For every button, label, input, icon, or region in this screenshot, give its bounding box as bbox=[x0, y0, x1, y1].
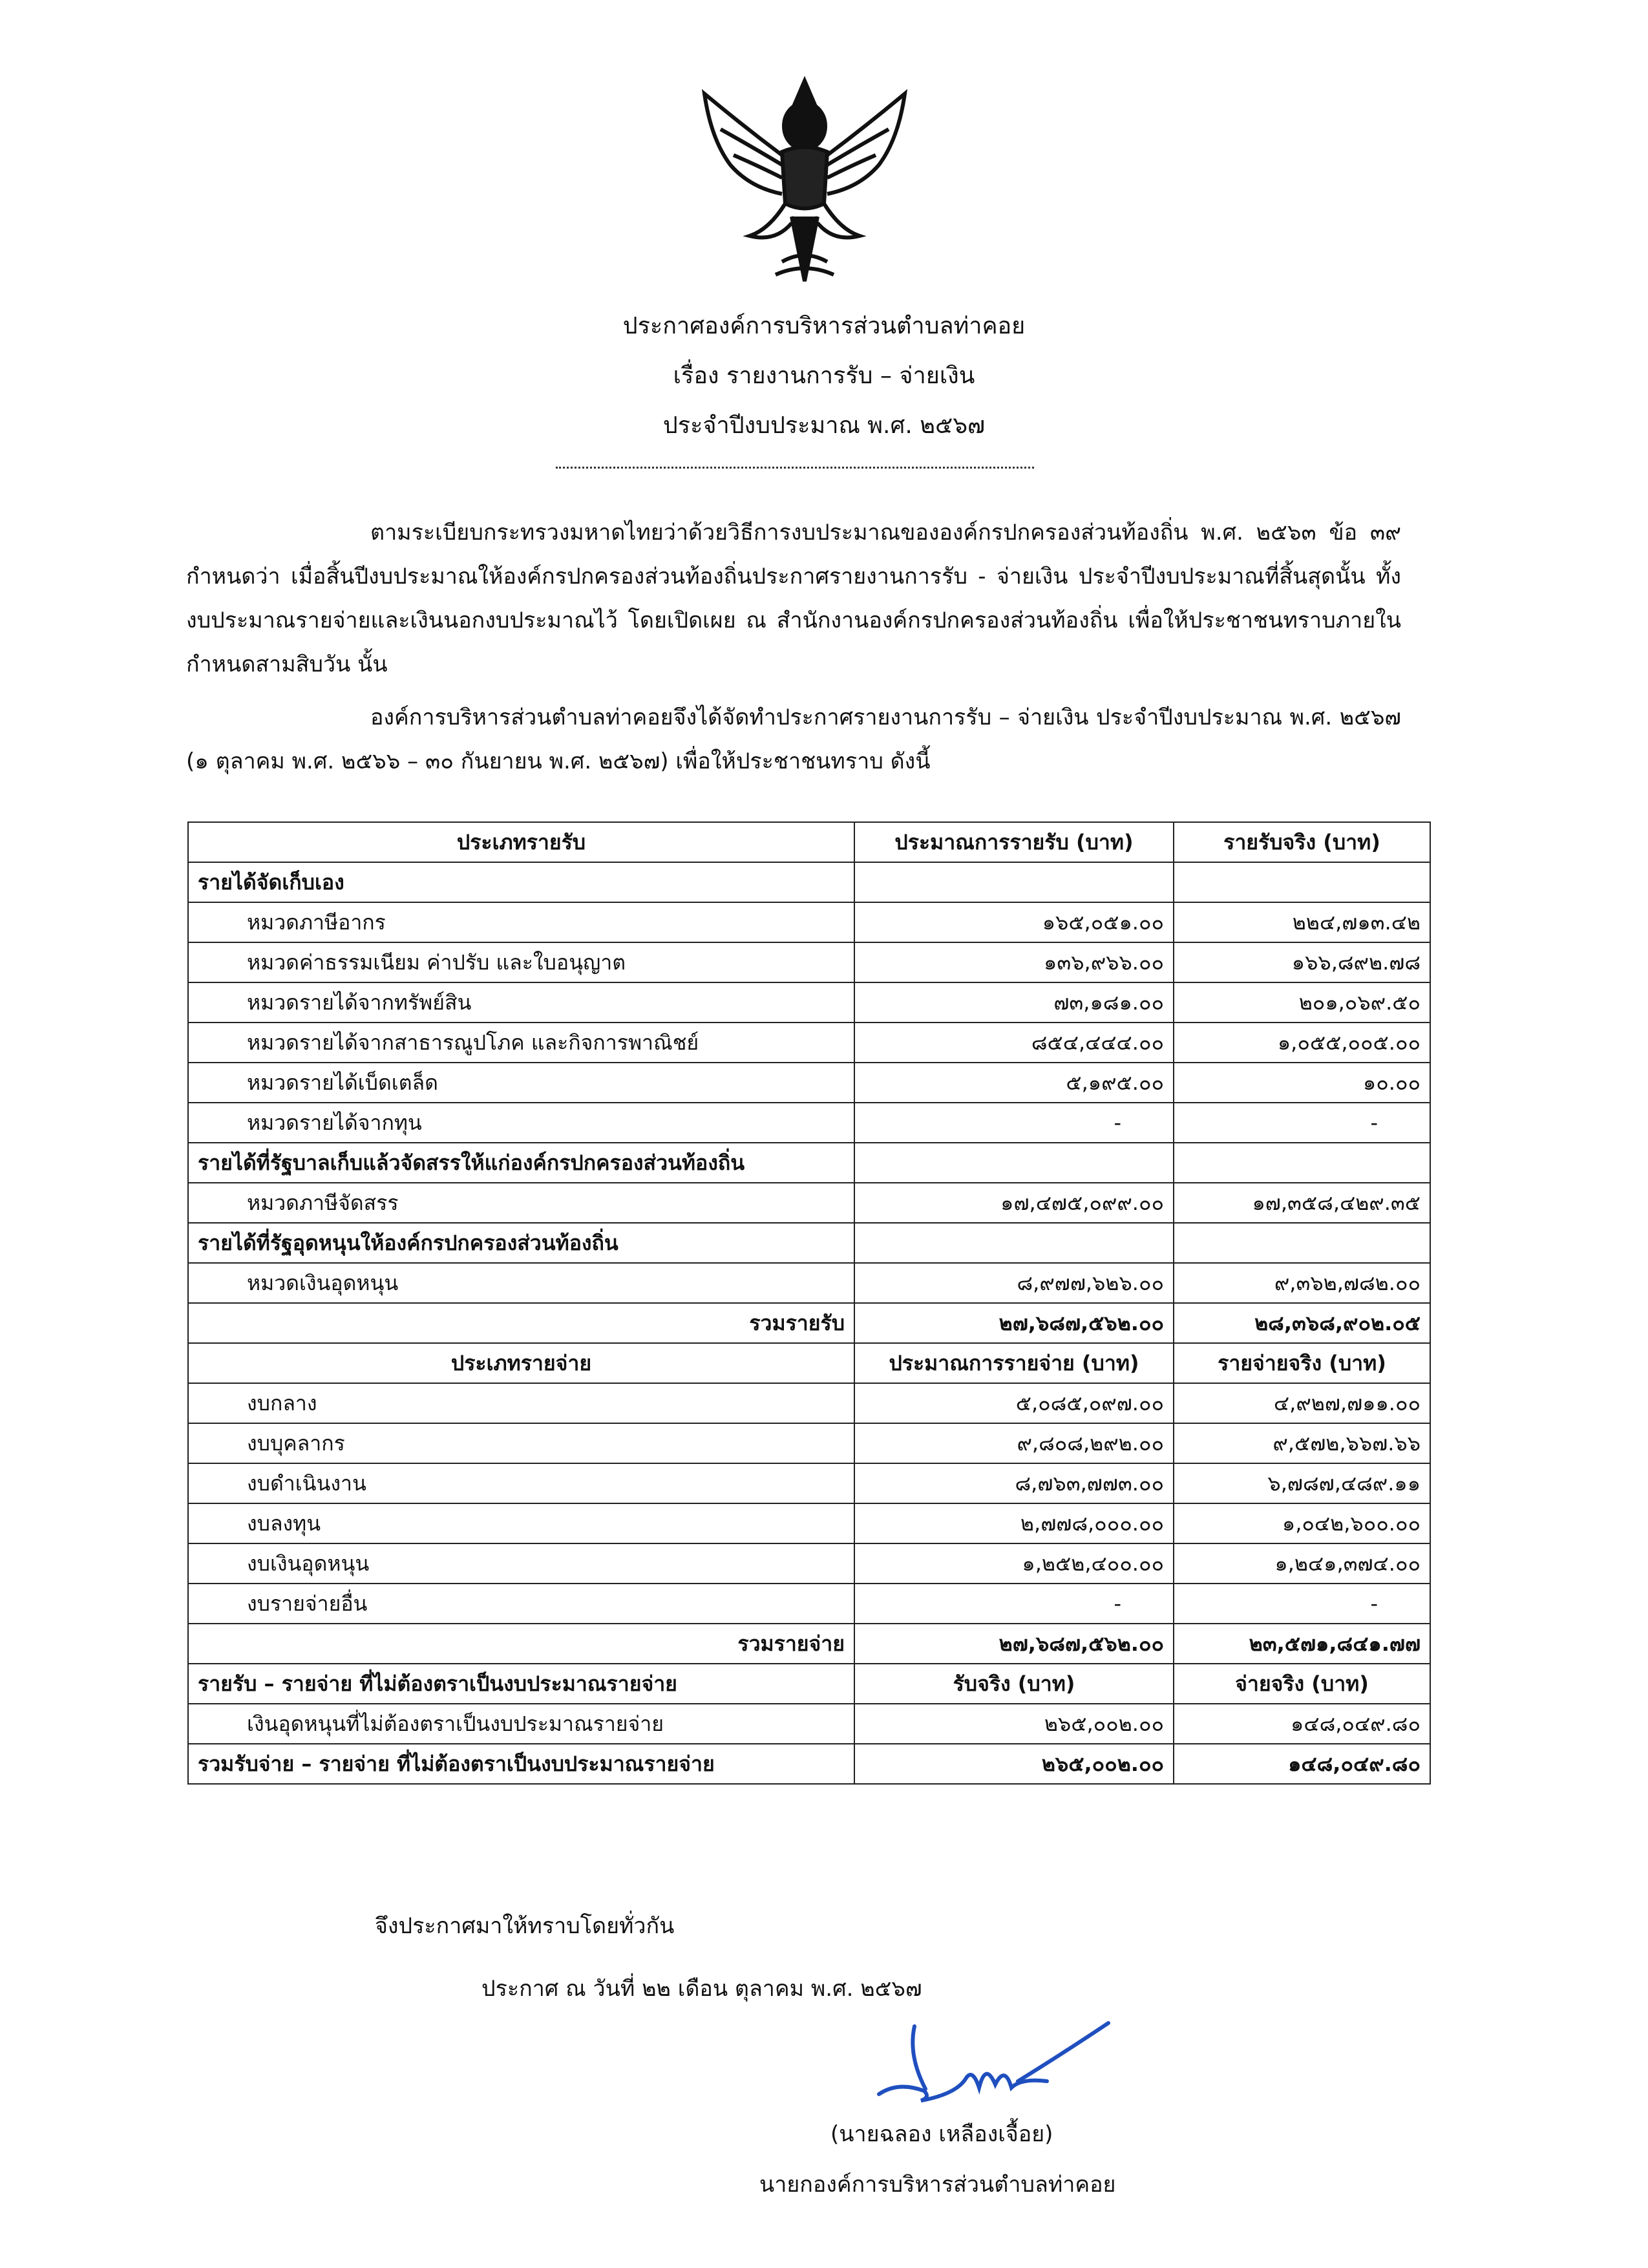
table-row bbox=[188, 1183, 1430, 1223]
signature-icon bbox=[853, 2017, 1125, 2114]
income-actual-header: รายรับจริง (บาท) bbox=[1174, 822, 1430, 862]
row-estimate: ๑๗,๔๗๕,๐๙๙.๐๐ bbox=[854, 1183, 1174, 1223]
income-expense-table bbox=[187, 821, 1431, 1785]
row-actual: ๒๒๔,๗๑๓.๔๒ bbox=[1174, 902, 1430, 942]
row-actual: ๒๐๑,๐๖๙.๕๐ bbox=[1174, 982, 1430, 1023]
income-header-row bbox=[188, 822, 1430, 862]
row-label: หมวดรายได้จากสาธารณูปโภค และกิจการพาณิชย์ bbox=[188, 1023, 854, 1063]
offbudget-total-row bbox=[188, 1744, 1430, 1784]
row-actual: ๙,๓๖๒,๗๘๒.๐๐ bbox=[1174, 1263, 1430, 1303]
expense-total-actual: ๒๓,๕๗๑,๘๔๑.๗๗ bbox=[1174, 1624, 1430, 1664]
paragraph-regulation: ตามระเบียบกระทรวงมหาดไทยว่าด้วยวิธีการงบประมาณขององค์กรปกครองส่วนท้องถิ่น พ.ศ. ๒๕๖๓ ข้อ ๓๙ กำหนดว่า เมื่อสิ้นปีงบประมาณให้องค์กรปกครองส่วนท้องถิ่นประกาศรายงานการรับ - จ่ายเงิน ประจำปีงบประมาณที่สิ้นสุดนั้น ทั้งงบประมาณรายจ่ายและเงินนอกงบประมาณไว้ โดยเปิดเผย ณ สำนักงานองค์กรปกครองส่วนท้องถิ่น เพื่อให้ประชาชนทราบภายในกำหนดสามสิบวัน นั้น bbox=[186, 520, 1401, 677]
table-row bbox=[188, 1543, 1430, 1584]
row-actual: - bbox=[1174, 1584, 1430, 1624]
row-label: หมวดภาษีจัดสรร bbox=[188, 1183, 854, 1223]
table-row bbox=[188, 1463, 1430, 1503]
dotted-separator bbox=[556, 467, 1034, 469]
table-row bbox=[188, 1263, 1430, 1303]
offbudget-total-paid: ๑๔๘,๐๔๙.๘๐ bbox=[1174, 1744, 1430, 1784]
row-label: งบเงินอุดหนุน bbox=[188, 1543, 854, 1584]
offbudget-header-label: รายรับ – รายจ่าย ที่ไม่ต้องตราเป็นงบประมาณรายจ่าย bbox=[188, 1664, 854, 1704]
row-label: หมวดเงินอุดหนุน bbox=[188, 1263, 854, 1303]
row-estimate: ๕,๑๙๕.๐๐ bbox=[854, 1063, 1174, 1103]
row-estimate: ๘๕๔,๔๔๔.๐๐ bbox=[854, 1023, 1174, 1063]
row-actual: - bbox=[1174, 1103, 1430, 1143]
table-row bbox=[188, 1503, 1430, 1543]
table-row bbox=[188, 1023, 1430, 1063]
income-total-row bbox=[188, 1303, 1430, 1343]
row-actual: ๔,๙๒๗,๗๑๑.๐๐ bbox=[1174, 1383, 1430, 1423]
expense-total-estimate: ๒๗,๖๘๗,๕๖๒.๐๐ bbox=[854, 1624, 1174, 1664]
row-label: งบดำเนินงาน bbox=[188, 1463, 854, 1503]
table-row bbox=[188, 902, 1430, 942]
row-actual: ๑,๐๔๒,๖๐๐.๐๐ bbox=[1174, 1503, 1430, 1543]
table-row bbox=[188, 1704, 1430, 1744]
row-actual: ๑,๒๔๑,๓๗๔.๐๐ bbox=[1174, 1543, 1430, 1584]
row-estimate: - bbox=[854, 1103, 1174, 1143]
row-label: งบลงทุน bbox=[188, 1503, 854, 1543]
announcement-date: ประกาศ ณ วันที่ ๒๒ เดือน ตุลาคม พ.ศ. ๒๕๖๗ bbox=[481, 1976, 922, 2002]
expense-total-label: รวมรายจ่าย bbox=[188, 1624, 854, 1664]
table-row bbox=[188, 942, 1430, 982]
row-estimate: ๗๓,๑๘๑.๐๐ bbox=[854, 982, 1174, 1023]
announcement-title: ประกาศองค์การบริหารส่วนตำบลท่าคอย bbox=[622, 313, 1026, 339]
row-label: หมวดภาษีอากร bbox=[188, 902, 854, 942]
table-row bbox=[188, 1063, 1430, 1103]
income-section-row bbox=[188, 1143, 1430, 1183]
row-label: เงินอุดหนุนที่ไม่ต้องตราเป็นงบประมาณรายจ่าย bbox=[188, 1704, 854, 1744]
table-row bbox=[188, 1423, 1430, 1463]
paragraph-report-intro: องค์การบริหารส่วนตำบลท่าคอยจึงได้จัดทำประกาศรายงานการรับ – จ่ายเงิน ประจำปีงบประมาณ พ.ศ. ๒๕๖๗ (๑ ตุลาคม พ.ศ. ๒๕๖๖ – ๓๐ กันยายน พ.ศ. ๒๕๖๗) เพื่อให้ประชาชนทราบ ดังนี้ bbox=[186, 705, 1401, 774]
income-section-title: รายได้ที่รัฐอุดหนุนให้องค์กรปกครองส่วนท้องถิ่น bbox=[188, 1223, 854, 1263]
fiscal-year-line: ประจำปีงบประมาณ พ.ศ. ๒๕๖๗ bbox=[662, 412, 986, 439]
table-row bbox=[188, 982, 1430, 1023]
table-row bbox=[188, 1584, 1430, 1624]
income-section-row bbox=[188, 1223, 1430, 1263]
row-actual: ๖,๗๘๗,๔๘๙.๑๑ bbox=[1174, 1463, 1430, 1503]
row-estimate: ๑๖๕,๐๕๑.๐๐ bbox=[854, 902, 1174, 942]
expense-header-row bbox=[188, 1343, 1430, 1383]
row-actual: ๑๗,๓๕๘,๔๒๙.๓๕ bbox=[1174, 1183, 1430, 1223]
offbudget-paid-header: จ่ายจริง (บาท) bbox=[1174, 1664, 1430, 1704]
income-section-title: รายได้จัดเก็บเอง bbox=[188, 862, 854, 902]
row-paid: ๑๔๘,๐๔๙.๘๐ bbox=[1174, 1704, 1430, 1744]
row-estimate: ๑,๒๕๒,๔๐๐.๐๐ bbox=[854, 1543, 1174, 1584]
row-estimate: ๘,๙๗๗,๖๒๖.๐๐ bbox=[854, 1263, 1174, 1303]
table-row bbox=[188, 1383, 1430, 1423]
table-row bbox=[188, 1103, 1430, 1143]
row-label: หมวดรายได้เบ็ดเตล็ด bbox=[188, 1063, 854, 1103]
offbudget-total-label: รวมรับจ่าย – รายจ่าย ที่ไม่ต้องตราเป็นงบประมาณรายจ่าย bbox=[188, 1744, 854, 1784]
row-label: งบบุคลากร bbox=[188, 1423, 854, 1463]
row-actual: ๙,๕๗๒,๖๖๗.๖๖ bbox=[1174, 1423, 1430, 1463]
expense-estimate-header: ประมาณการรายจ่าย (บาท) bbox=[854, 1343, 1174, 1383]
row-label: หมวดรายได้จากทรัพย์สิน bbox=[188, 982, 854, 1023]
row-actual: ๑๖๖,๘๙๒.๗๘ bbox=[1174, 942, 1430, 982]
expense-type-header: ประเภทรายจ่าย bbox=[188, 1343, 854, 1383]
row-actual: ๑๐.๐๐ bbox=[1174, 1063, 1430, 1103]
row-estimate: ๒,๗๗๘,๐๐๐.๐๐ bbox=[854, 1503, 1174, 1543]
closing-announcement: จึงประกาศมาให้ทราบโดยทั่วกัน bbox=[375, 1913, 675, 1939]
row-label: หมวดค่าธรรมเนียม ค่าปรับ และใบอนุญาต bbox=[188, 942, 854, 982]
income-total-actual: ๒๘,๓๖๘,๙๐๒.๐๕ bbox=[1174, 1303, 1430, 1343]
income-section-row bbox=[188, 862, 1430, 902]
row-estimate: ๕,๐๘๕,๐๙๗.๐๐ bbox=[854, 1383, 1174, 1423]
offbudget-total-received: ๒๖๕,๐๐๒.๐๐ bbox=[854, 1744, 1174, 1784]
signatory-name: (นายฉลอง เหลืองเจื้อย) bbox=[830, 2121, 1053, 2147]
income-section-title: รายได้ที่รัฐบาลเก็บแล้วจัดสรรให้แก่องค์กรปกครองส่วนท้องถิ่น bbox=[188, 1143, 854, 1183]
signatory-position: นายกองค์การบริหารส่วนตำบลท่าคอย bbox=[759, 2172, 1116, 2198]
offbudget-header-row bbox=[188, 1664, 1430, 1704]
row-label: งบรายจ่ายอื่น bbox=[188, 1584, 854, 1624]
income-estimate-header: ประมาณการรายรับ (บาท) bbox=[854, 822, 1174, 862]
row-label: งบกลาง bbox=[188, 1383, 854, 1423]
expense-actual-header: รายจ่ายจริง (บาท) bbox=[1174, 1343, 1430, 1383]
row-estimate: ๘,๗๖๓,๗๗๓.๐๐ bbox=[854, 1463, 1174, 1503]
offbudget-received-header: รับจริง (บาท) bbox=[854, 1664, 1174, 1704]
row-actual: ๑,๐๕๕,๐๐๕.๐๐ bbox=[1174, 1023, 1430, 1063]
expense-total-row bbox=[188, 1624, 1430, 1664]
income-total-label: รวมรายรับ bbox=[188, 1303, 854, 1343]
income-total-estimate: ๒๗,๖๘๗,๕๖๒.๐๐ bbox=[854, 1303, 1174, 1343]
row-estimate: ๙,๘๐๘,๒๙๒.๐๐ bbox=[854, 1423, 1174, 1463]
row-estimate: - bbox=[854, 1584, 1174, 1624]
announcement-subject: เรื่อง รายงานการรับ – จ่ายเงิน bbox=[673, 363, 975, 389]
row-received: ๒๖๕,๐๐๒.๐๐ bbox=[854, 1704, 1174, 1744]
garuda-emblem-icon bbox=[685, 68, 924, 297]
row-estimate: ๑๓๖,๙๖๖.๐๐ bbox=[854, 942, 1174, 982]
row-label: หมวดรายได้จากทุน bbox=[188, 1103, 854, 1143]
income-type-header: ประเภทรายรับ bbox=[188, 822, 854, 862]
